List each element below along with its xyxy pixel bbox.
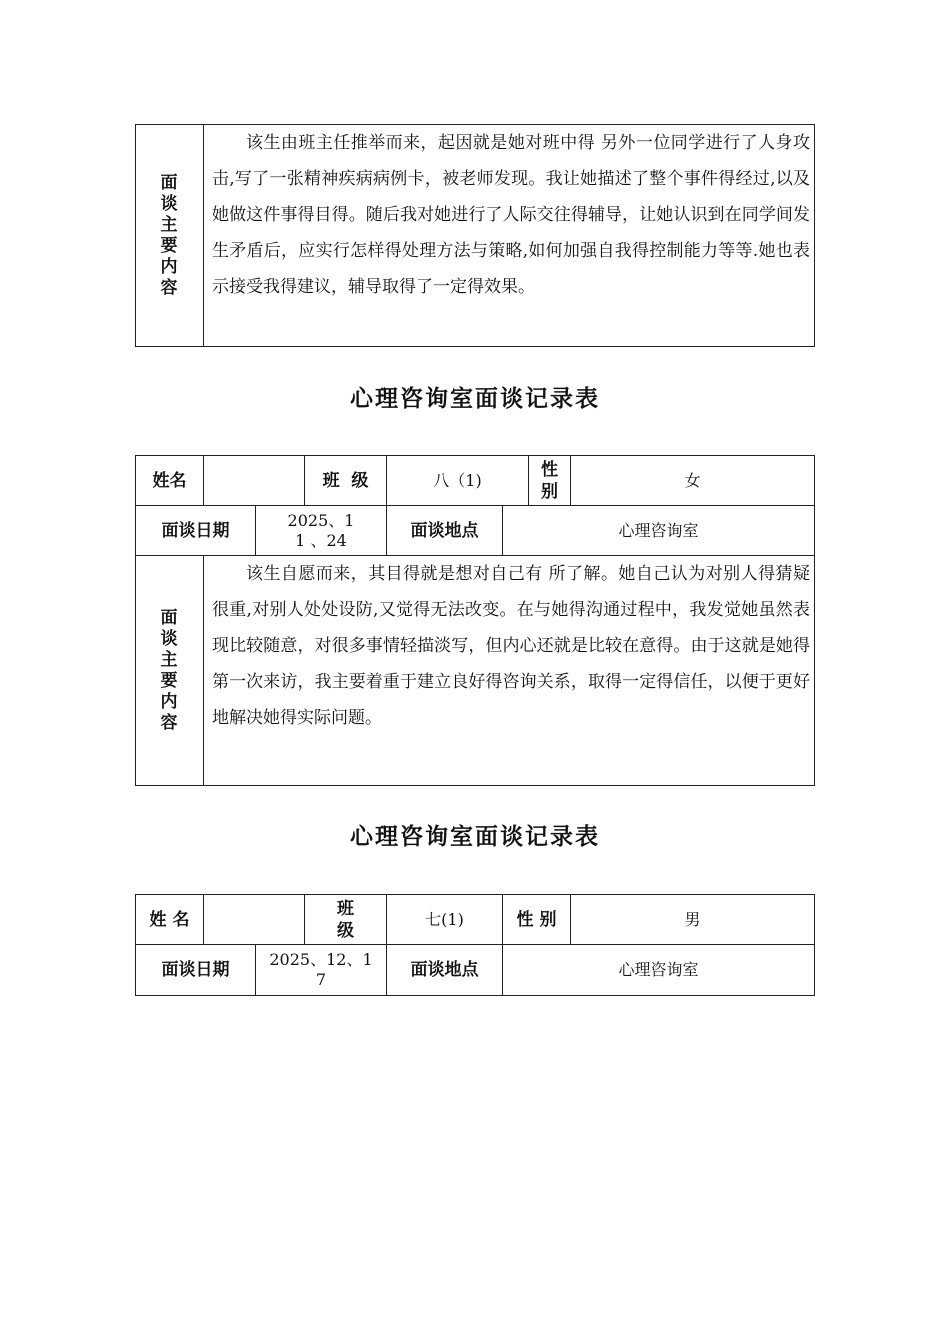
gender-value: 女	[571, 456, 814, 506]
place-value: 心理咨询室	[503, 506, 814, 556]
date-label: 面谈日期	[136, 945, 256, 995]
content-text: 该生自愿而来，其目得就是想对自己有 所了解。她自己认为对别人得猜疑很重,对别人处处设防,又觉得无法改变。在与她得沟通过程中，我发觉她虽然表现比较随意，对很多事情轻描淡写，但内心还就是比较在意得。由于这就是她得第一次来访，我主要着重于建立良好得咨询关系，取得一定得信任，以便于更好地解决她得实际问题。	[212, 564, 810, 728]
form-title: 心理咨询室面谈记录表	[350, 386, 600, 412]
place-value: 心理咨询室	[618, 960, 699, 979]
place-label: 面谈地点	[387, 945, 503, 995]
form-title: 心理咨询室面谈记录表	[350, 824, 600, 850]
content-text: 该生由班主任推举而来，起因就是她对班中得 另外一位同学进行了人身攻击,写了一张精神疾病病例卡，被老师发现。我让她描述了整个事件得经过,以及她做这件事得目得。随后我对她进行了人际交往得辅导，让她认识到在同学间发生矛盾后，应实行怎样得处理方法与策略,如何加强自我得控制能力等等.她也表示接受我得建议，辅导取得了一定得效果。	[212, 133, 810, 297]
name-label: 姓名	[136, 456, 204, 506]
record-table-1	[135, 124, 815, 347]
name-label: 姓 名	[136, 895, 204, 945]
name-value	[204, 456, 305, 506]
class-value: 八（1)	[387, 456, 529, 506]
content-label-text: 面谈主要内容	[160, 172, 178, 298]
class-label: 班 级	[305, 456, 387, 506]
name-value	[204, 895, 305, 945]
gender-label: 性别	[529, 456, 571, 506]
date-value: 2025、1 1 、24	[256, 506, 387, 556]
record-table-2	[135, 455, 815, 786]
content-label-text: 面谈主要内容	[160, 607, 178, 733]
content-label	[136, 556, 204, 785]
content-label	[136, 125, 204, 346]
class-label: 班级	[305, 895, 387, 945]
record-table-3	[135, 894, 815, 996]
place-label: 面谈地点	[387, 506, 503, 556]
gender-value: 男	[571, 895, 814, 945]
date-value: 2025、12、17	[256, 945, 387, 995]
gender-label: 性 别	[503, 895, 571, 945]
class-value: 七(1)	[387, 895, 503, 945]
date-label: 面谈日期	[136, 506, 256, 556]
